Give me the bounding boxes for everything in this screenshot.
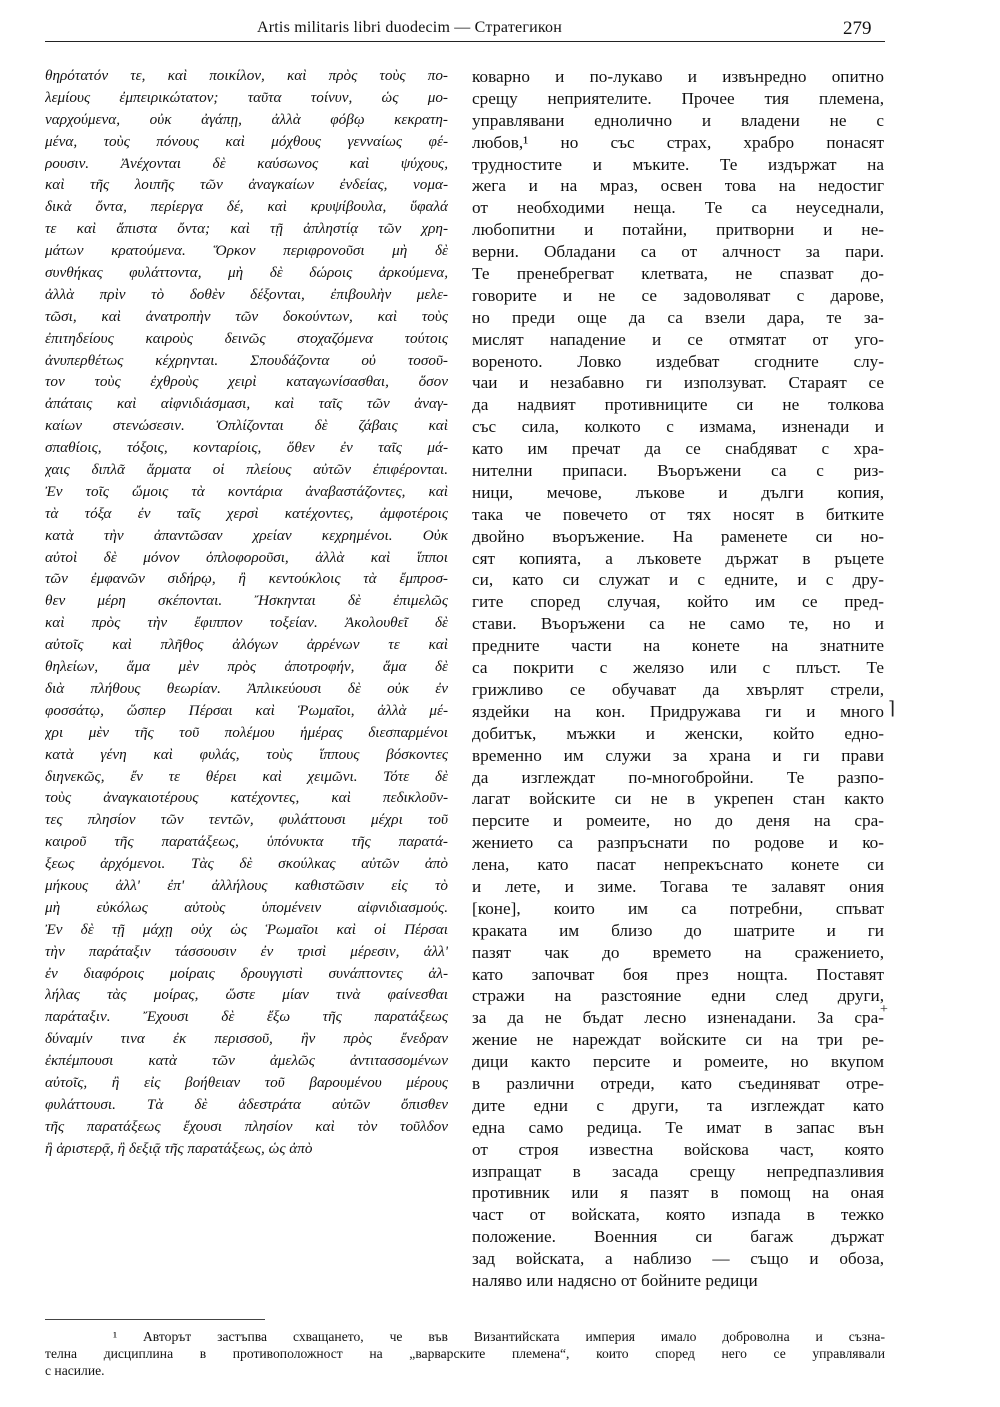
greek-text-line: φοσσάτῳ, ὥσπερ Πέρσαι καὶ Ῥωμαῖοι, ἀλλὰ μέ- (45, 701, 448, 719)
footnote (45, 1328, 885, 1379)
bulgarian-text-line: от строя известна войскова част, която (472, 1139, 884, 1159)
greek-text-line: θηρότατόν τε, καὶ ποικίλον, καὶ πρὸς τοὺς πο- (45, 67, 448, 84)
bulgarian-text-line: една само редица. Те имат в запас вън (472, 1117, 884, 1137)
bulgarian-text-line: [коне], които им са потребни, спъват (472, 898, 884, 918)
greek-text-line: τε καὶ ἄπιστα ὄντα; καὶ τῇ ἀπληστίᾳ τῶν χρη- (45, 220, 448, 238)
bulgarian-text-line: така че повечето от тях носят в битките (472, 504, 884, 524)
greek-text-line: αὐτοῖς, ἢ εἰς βοήθειαν τοῦ βαρουμένου μέρους (45, 1073, 448, 1091)
bulgarian-text-line: ници, мечове, лъкове и дълги копия, (472, 482, 884, 502)
footnote-line: телна дисциплина в противоположност на „варварските племена“, които според него се управлявали (45, 1346, 885, 1361)
greek-text-line: σπαθίοις, τόξοις, κονταρίοις, ὅθεν ἐν ταῖς μά- (45, 439, 448, 457)
bulgarian-text-line: стражи на разстояние едни след други, (472, 986, 884, 1006)
greek-text-line: τῶσι, καὶ ἀνατροπὴν τῶν δοκούντων, καὶ τοὺς (45, 307, 448, 325)
greek-text-line: καίων στενώσεσιν. Ὁπλίζονται δὲ ζάβαις καὶ (45, 417, 448, 435)
greek-text-line: μήκους ἀλλ' ἐπ' ἀλλήλους καθιστῶσιν εἰς τὸ (45, 876, 448, 894)
greek-text-line: ἀλλὰ πρὶν τὸ δοθὲν δέξονται, ἐπιβουλὴν μελε- (45, 285, 448, 303)
bulgarian-text-line: сят копията, а лъковете държат в ръцете (472, 548, 884, 568)
greek-text-line: Ἐν τοῖς ὤμοις τὰ κοντάρια ἀναβαστάζοντες, καὶ (45, 482, 448, 500)
greek-text-line: τον τοὺς ἐχθροὺς χειρὶ καταγωνίσασθαι, ὅσον (45, 373, 448, 391)
bulgarian-text-line: добитък, мъжки и женски, който едно- (472, 723, 884, 743)
greek-text-line: συνθήκας φυλάττοντα, μὴ δὲ δώροις ἀρκούμενα, (45, 264, 448, 282)
bulgarian-text-line: изпращат в засада срещу непредпазливия (472, 1161, 884, 1181)
bulgarian-text-line: Те пренебрегват клетвата, не спазват до- (472, 264, 884, 284)
bulgarian-text-line: говорите и не се задоволяват с дарове, (472, 285, 884, 305)
footnote-line: с насилие. (45, 1363, 105, 1378)
bulgarian-text-line: за да не бъдат лесно изненадани. За сра- (472, 1008, 884, 1028)
greek-text-line: τῶν ἐμφανῶν σιδήρῳ, ἢ κεντούκλοις τὰ ἔμπροσ- (45, 570, 448, 588)
page-number: 279 (843, 18, 872, 39)
bulgarian-text-line: временно им служи за храна и ги прави (472, 745, 884, 765)
greek-text-line: τες πλησίον τῶν τεντῶν, φυλάττουσι μέχρι τοῦ (45, 811, 448, 829)
greek-text-line: παράταξιν. Ἔχουσι δὲ ἔξω τῆς παρατάξεως (45, 1008, 448, 1026)
greek-text-line: ἀπάταις καὶ αἰφνιδιάσμασι, καὶ ταῖς τῶν ἀναγ- (45, 395, 448, 413)
greek-text-line: κατὰ γένη καὶ φυλάς, τοὺς ἵππους βόσκοντες (45, 745, 448, 763)
greek-text-line: ἐπιτηδείους καιροὺς δεινῶς στοχαζόμενα τούτοις (45, 329, 448, 347)
running-title: Artis militaris libri duodecim — Стратегикон (257, 19, 562, 36)
bulgarian-text-line: си, като си служат и с едните, и с дру- (472, 570, 884, 590)
bulgarian-text-line: гите според случая, който им се пред- (472, 592, 884, 612)
bulgarian-text-line: чаи и незабавно ги използуват. Стараят се (472, 373, 884, 393)
bulgarian-text-line: като започват боя през нощта. Поставят (472, 964, 884, 984)
footnote-line: ¹ Авторът застъпва схващането, че във Византийската империя имало доброволна и съзна- (113, 1329, 885, 1344)
bulgarian-text-line: лагат войските си не в укрепен стан както (472, 789, 884, 809)
greek-text-line: μάτων κρατούμενα. Ὅρκον περιφρονοῦσι μὴ δὲ (45, 242, 448, 260)
bulgarian-text-line: в различни отреди, като съединяват отре- (472, 1073, 884, 1093)
bulgarian-text-line: жега и на мраз, освен това на недостиг (472, 176, 884, 196)
greek-text-line: θεν μέρη σκέπονται. Ἤσκηνται δὲ ἐπιμελῶς (45, 592, 448, 610)
bulgarian-text-line: зад войската, а наблизо — също и обоза, (472, 1249, 884, 1269)
bulgarian-text-line: но преди още да са взели дара, те за- (472, 307, 884, 327)
greek-text-line: λεμίους ἐμπειρικώτατον; ταῦτα τοίνυν, ὡς μο- (45, 88, 448, 106)
bulgarian-text-line: дите едни с други, та изглеждат като (472, 1095, 884, 1115)
margin-bracket-mark: ⌉ (888, 698, 896, 718)
greek-text-line: ρουσιν. Ἀνέχονται δὲ καύσωνος καὶ ψύχους, (45, 154, 448, 172)
bulgarian-text-line: предните части на конете на знатните (472, 636, 884, 656)
bulgarian-text-line: положение. Военния си багаж държат (472, 1227, 884, 1247)
running-header (45, 10, 885, 44)
bulgarian-text-line: стави. Въоръжени са не само те, но и (472, 614, 884, 634)
greek-text-line: τοὺς ἀναγκαιοτέρους κατέχοντες, καὶ πεδικλοῦν- (45, 789, 448, 807)
greek-text-line: μένα, τοὺς πόνους καὶ μόχθους γενναίως φέ- (45, 132, 448, 150)
greek-text-line: ἢ ἀριστερᾷ, ἢ δεξιᾷ τῆς παρατάξεως, ὡς ἀπὸ (45, 1139, 313, 1157)
bulgarian-text-line: любов,¹ но със страх, храбро понасят (472, 132, 884, 152)
greek-text-line: κατὰ τὴν ἀπαντῶσαν χρείαν κεχρημένοι. Οὐκ (45, 526, 448, 544)
bulgarian-text-line: да изглеждат по-многобройни. Те разпо- (472, 767, 884, 787)
greek-text-line: ναρχούμενα, οὐκ ἀγάπῃ, ἀλλὰ φόβῳ κεκρατη- (45, 110, 448, 128)
greek-text-line: χαις διπλᾶ ἅρματα οἱ πλείους αὐτῶν ἐπιφέρονται. (45, 461, 448, 479)
greek-text-line: αὐτοῖς καὶ πλῆθος ἀλόγων ἀρρένων τε καὶ (45, 636, 448, 654)
bulgarian-text-line: пазят чак до времето на сражението, (472, 942, 884, 962)
bulgarian-text-line: и лете, и зиме. Тогава те залавят ония (472, 876, 884, 896)
bulgarian-text-line: срещу неприятелите. Прочее тия племена, (472, 88, 884, 108)
bulgarian-text-line: жението са разпръснати по родове и ко- (472, 833, 884, 853)
bulgarian-text-line: яздейки на кон. Придружава ги и много (472, 701, 884, 721)
greek-text-line: ξεως ἀρχόμενοι. Τὰς δὲ σκούλκας αὐτῶν ἀπὸ (45, 855, 448, 873)
greek-text-line: λήλας τὰς μοίρας, ὥστε μίαν τινὰ φαίνεσθαι (45, 986, 448, 1004)
margin-plus-mark: + (880, 1002, 888, 1017)
bulgarian-text-line: противник или я пазят в помощ на оная (472, 1183, 884, 1203)
greek-text-line: Ἐν δὲ τῇ μάχῃ οὐχ ὡς Ῥωμαῖοι καὶ οἱ Πέρσαι (45, 920, 448, 938)
greek-text-line: καὶ πρὸς τὴν ἔφιππον τοξείαν. Ἀκολουθεῖ δὲ (45, 614, 448, 632)
bulgarian-text-column (472, 66, 884, 1292)
bulgarian-text-line: от необходими неща. Те са неуседнали, (472, 198, 884, 218)
greek-text-line: τῆς παρατάξεως ἔχουσι πλησίον καὶ τὸν τοῦλδον (45, 1117, 448, 1135)
bulgarian-text-line: лена, като пасат непрекъснато конете си (472, 855, 884, 875)
bulgarian-text-line: двойно въоръжение. На раменете си но- (472, 526, 884, 546)
greek-text-line: αὐτοὶ δὲ μόνον ὁπλοφοροῦσι, ἀλλὰ καὶ ἵπποι (45, 548, 448, 566)
greek-text-line: ἐν διαφόροις μοίραις δρουγγιστὶ συνάπτοντες ἀλ- (45, 964, 448, 982)
bulgarian-text-line: част от войската, която изпада в тежко (472, 1205, 884, 1225)
bulgarian-text-line: са покрити с желязо или с плъст. Те (472, 658, 884, 678)
greek-text-line: δύναμίν τινα ἐκ περισσοῦ, ἣν πρὸς ἔνεδραν (45, 1030, 448, 1048)
greek-text-line: μὴ εὐκόλως αὐτοὺς ὑπομένειν αἰφνιδιασμούς. (45, 898, 448, 916)
greek-text-line: καὶ τῆς λοιπῆς τῶν ἀναγκαίων ἐνδείας, νομα- (45, 176, 448, 194)
bulgarian-text-line: краката им близо до шатрите и ги (472, 920, 884, 940)
greek-text-line: ἀνυπερθέτως κέχρηνται. Σπουδάζοντα οὐ τοσοῦ- (45, 351, 448, 369)
bulgarian-text-line: жение не нареждат войските си на три ре- (472, 1030, 884, 1050)
bulgarian-text-line: персите и ромеите, но до деня на сра- (472, 811, 884, 831)
greek-text-line: τὴν παράταξιν τάσσουσιν ἐν τρισὶ μέρεσιν, ἀλλ' (45, 942, 448, 960)
bulgarian-text-line: мислят нападение и се отмятат от уго- (472, 329, 884, 349)
greek-text-line: θηλείων, ἅμα μὲν πρὸς ἀποτροφήν, ἅμα δὲ (45, 658, 448, 676)
bulgarian-text-line: любопитни и потайни, притворни и не- (472, 220, 884, 240)
footnote-rule (45, 1319, 265, 1320)
bulgarian-text-line: да надвият противниците си не толкова (472, 395, 884, 415)
header-rule (45, 41, 885, 42)
bulgarian-text-line: коварно и по-лукаво и извънредно опитно (472, 67, 884, 86)
greek-text-line: διηνεκῶς, ἔν τε θέρει καὶ χειμῶνι. Τότε δὲ (45, 767, 448, 785)
bulgarian-text-line: наляво или надясно от бойните редици (472, 1270, 758, 1290)
greek-text-line: χρι μὲν τῆς τοῦ πολέμου ἡμέρας διεσπαρμένοι (45, 723, 448, 741)
bulgarian-text-line: трудностите и мъките. Те издържат на (472, 154, 884, 174)
greek-text-line: ἐκπέμπουσι κατὰ τῶν ἀμελῶς ἀντιτασσομένων (45, 1052, 448, 1070)
bulgarian-text-line: вореното. Ловко издебват сгодните слу- (472, 351, 884, 371)
bulgarian-text-line: нителни припаси. Въоръжени са с риз- (472, 461, 884, 481)
greek-text-line: διὰ πλήθους θεωρίαν. Ἀπλικεύουσι δὲ οὐκ ἐν (45, 679, 448, 697)
bulgarian-text-line: дици както персите и ромеите, но вкупом (472, 1052, 884, 1072)
bulgarian-text-line: като им пречат да се снабдяват с хра- (472, 439, 884, 459)
bulgarian-text-line: грижливо се обучават да хвърлят стрели, (472, 679, 884, 699)
bulgarian-text-line: верни. Обладани са от алчност за пари. (472, 242, 884, 262)
bulgarian-text-line: управлявани еднолично и владени не с (472, 110, 884, 130)
greek-text-column (45, 65, 448, 1160)
greek-text-line: τὰ τόξα ἐν ταῖς χερσὶ κατέχοντες, ἀμφοτέροις (45, 504, 448, 522)
greek-text-line: καιροῦ τῆς παρατάξεως, ὑπόνυκτα τῆς παρατά- (45, 833, 448, 851)
greek-text-line: δικὰ ὄντα, περίεργα δέ, καὶ κρυψίβουλα, ὕφαλά (45, 198, 448, 216)
bulgarian-text-line: със сила, колкото с измама, изненади и (472, 417, 884, 437)
greek-text-line: φυλάττουσι. Τὰ δὲ ἀδεστράτα αὐτῶν ὄπισθεν (45, 1095, 448, 1113)
